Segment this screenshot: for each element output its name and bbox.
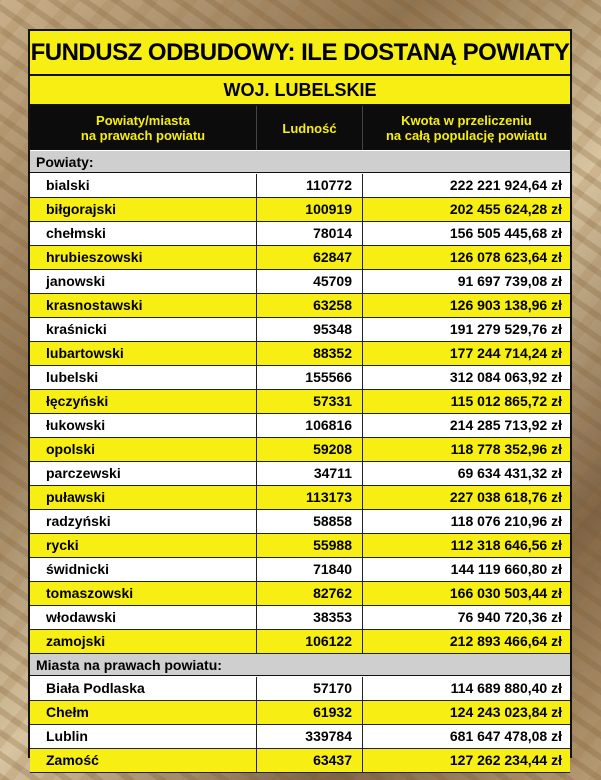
table-row — [30, 390, 570, 414]
section-label: Powiaty: — [30, 151, 570, 173]
population-cell: 78014 — [257, 222, 363, 245]
population-cell: 63258 — [257, 294, 363, 317]
county-name-cell: opolski — [30, 438, 257, 461]
amount-cell: 118 778 352,96 zł — [450, 441, 562, 457]
amount-cell: 124 243 023,84 zł — [449, 704, 562, 720]
amount-cell: 91 697 739,08 zł — [457, 273, 562, 289]
county-name-cell: Lublin — [30, 725, 257, 748]
population-cell: 61932 — [257, 701, 363, 724]
table-row — [30, 270, 570, 294]
header-county: Powiaty/miasta na prawach powiatu — [30, 106, 257, 150]
county-name-cell: Chełm — [30, 701, 257, 724]
table-header — [30, 106, 570, 150]
population-cell: 62847 — [257, 246, 363, 269]
county-name-cell: parczewski — [30, 462, 257, 485]
amount-cell: 222 221 924,64 zł — [449, 177, 562, 193]
amount-cell: 69 634 431,32 zł — [457, 465, 562, 481]
county-name-cell: Biała Podlaska — [30, 677, 257, 700]
population-cell: 155566 — [257, 366, 363, 389]
amount-cell: 227 038 618,76 zł — [449, 489, 562, 505]
county-name-cell: kraśnicki — [30, 318, 257, 341]
county-name-cell: tomaszowski — [30, 582, 257, 605]
amount-cell: 115 012 865,72 zł — [450, 393, 562, 409]
population-cell: 59208 — [257, 438, 363, 461]
table-row — [30, 606, 570, 630]
table-row — [30, 725, 570, 749]
population-cell: 63437 — [257, 749, 363, 772]
header-population: Ludność — [257, 106, 363, 150]
table-row — [30, 462, 570, 486]
table-row — [30, 677, 570, 701]
population-cell: 71840 — [257, 558, 363, 581]
county-name-cell: janowski — [30, 270, 257, 293]
amount-cell: 214 285 713,92 zł — [449, 417, 562, 433]
amount-cell: 212 893 466,64 zł — [449, 633, 562, 649]
county-name-cell: krasnostawski — [30, 294, 257, 317]
table-row — [30, 486, 570, 510]
amount-cell: 76 940 720,36 zł — [457, 609, 562, 625]
county-name-cell: bialski — [30, 174, 257, 197]
county-name-cell: włodawski — [30, 606, 257, 629]
county-name-cell: łukowski — [30, 414, 257, 437]
page-title: FUNDUSZ ODBUDOWY: ILE DOSTANĄ POWIATY — [30, 31, 570, 76]
county-name-cell: radzyński — [30, 510, 257, 533]
table-row — [30, 366, 570, 390]
county-name-cell: rycki — [30, 534, 257, 557]
amount-cell: 191 279 529,76 zł — [449, 321, 562, 337]
amount-cell: 112 318 646,56 zł — [450, 537, 562, 553]
table-row — [30, 414, 570, 438]
population-cell: 45709 — [257, 270, 363, 293]
table-row — [30, 582, 570, 606]
amount-cell: 156 505 445,68 zł — [449, 225, 562, 241]
table-panel — [28, 29, 572, 768]
population-cell: 82762 — [257, 582, 363, 605]
population-cell: 38353 — [257, 606, 363, 629]
population-cell: 95348 — [257, 318, 363, 341]
population-cell: 113173 — [257, 486, 363, 509]
county-name-cell: zamojski — [30, 630, 257, 653]
region-subtitle: WOJ. LUBELSKIE — [30, 76, 570, 106]
table-row — [30, 510, 570, 534]
county-name-cell: biłgorajski — [30, 198, 257, 221]
population-cell: 339784 — [257, 725, 363, 748]
amount-cell: 177 244 714,24 zł — [449, 345, 562, 361]
population-cell: 106122 — [257, 630, 363, 653]
amount-cell: 126 903 138,96 zł — [449, 297, 562, 313]
table-row — [30, 534, 570, 558]
table-row — [30, 630, 570, 654]
population-cell: 58858 — [257, 510, 363, 533]
table-row — [30, 246, 570, 270]
table-row — [30, 701, 570, 725]
amount-cell: 118 076 210,96 zł — [450, 513, 562, 529]
population-cell: 57331 — [257, 390, 363, 413]
county-name-cell: lubartowski — [30, 342, 257, 365]
amount-cell: 166 030 503,44 zł — [449, 585, 562, 601]
header-amount: Kwota w przeliczeniu na całą populację powiatu — [385, 113, 548, 143]
amount-cell: 144 119 660,80 zł — [450, 561, 562, 577]
amount-cell: 681 647 478,08 zł — [449, 728, 562, 744]
population-cell: 55988 — [257, 534, 363, 557]
table-row — [30, 558, 570, 582]
county-name-cell: Zamość — [30, 749, 257, 772]
amount-cell: 114 689 880,40 zł — [450, 680, 562, 696]
county-name-cell: łęczyński — [30, 390, 257, 413]
amount-cell: 127 262 234,44 zł — [449, 752, 562, 768]
population-cell: 34711 — [257, 462, 363, 485]
table-row — [30, 749, 570, 773]
table-row — [30, 174, 570, 198]
population-cell: 100919 — [257, 198, 363, 221]
population-cell: 88352 — [257, 342, 363, 365]
county-name-cell: puławski — [30, 486, 257, 509]
population-cell: 106816 — [257, 414, 363, 437]
table-row — [30, 198, 570, 222]
table-row — [30, 438, 570, 462]
county-name-cell: hrubieszowski — [30, 246, 257, 269]
table-row — [30, 318, 570, 342]
county-name-cell: lubelski — [30, 366, 257, 389]
table-row — [30, 294, 570, 318]
amount-cell: 312 084 063,92 zł — [449, 369, 562, 385]
population-cell: 110772 — [257, 174, 363, 197]
table-row — [30, 342, 570, 366]
amount-cell: 202 455 624,28 zł — [449, 201, 562, 217]
county-name-cell: chełmski — [30, 222, 257, 245]
county-name-cell: świdnicki — [30, 558, 257, 581]
population-cell: 57170 — [257, 677, 363, 700]
table-row — [30, 222, 570, 246]
amount-cell: 126 078 623,64 zł — [449, 249, 562, 265]
section-label: Miasta na prawach powiatu: — [30, 654, 570, 676]
